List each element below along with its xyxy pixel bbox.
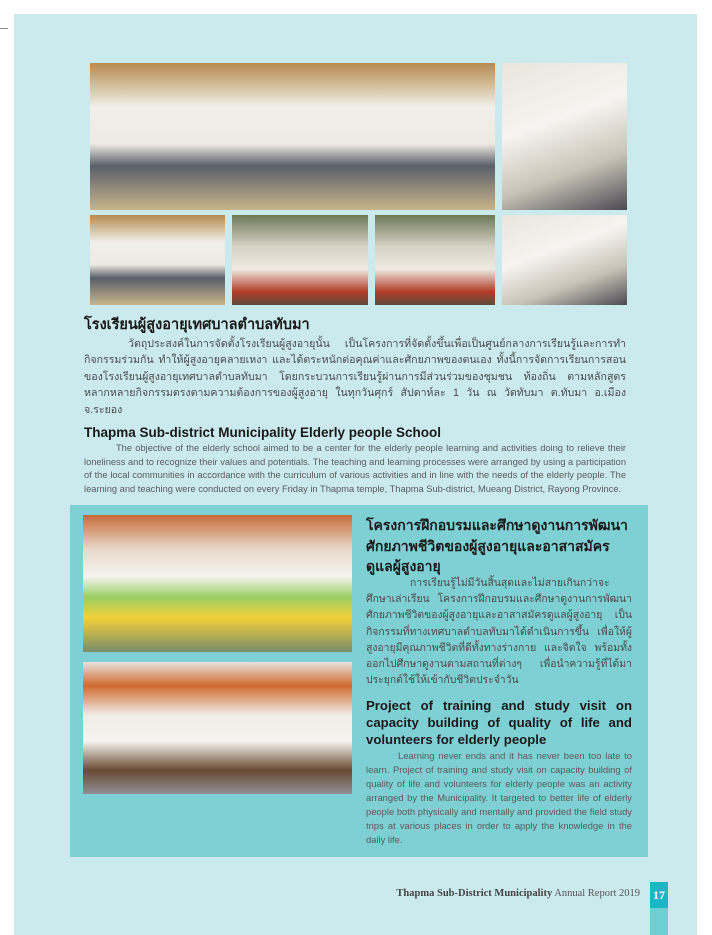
photo-craft-activity (502, 215, 627, 305)
training-project-box (70, 505, 648, 857)
section1-title-th: โรงเรียนผู้สูงอายุเทศบาลตำบลทับมา (84, 317, 310, 333)
page-number: 17 (650, 882, 668, 908)
photo-temple-activity (232, 215, 368, 305)
footer-org: Thapma Sub-District Municipality (396, 888, 553, 900)
section2-title-th: โครงการฝึกอบรมและศึกษาดูงานการพัฒนาศักยภาพชีวิตของผู้สูงอายุและอาสาสมัครดูแลผู้สูงอายุ (366, 517, 628, 574)
elderly-school-section (84, 315, 626, 497)
photo-group-elderly-school (90, 63, 495, 210)
photo-training-banner-group (83, 515, 352, 652)
section2-body-th: การเรียนรู้ไม่มีวันสิ้นสุดและไม่สายเกินกว่าจะศึกษาเล่าเรียน โครงการฝึกอบรมและศึกษาดูงานการพัฒนาศักยภาพชีวิตของผู้สูงอายุและอาสาสมัครดูแลผู้สูงอายุ เป็นกิจกรรมที่ทางเทศบาลตำบลทับมาได้ดำเนินการขึ้น เพื่อให้ผู้สูงอายุมีคุณภาพชีวิตที่ดีทั้งทางร่างกาย และจิตใจ พร้อมทั้งออกไปศึกษาดูงานตามสถานที่ต่างๆ เพื่อนำความรู้ที่ได้มาประยุกต์ใช้ให้เข้ากับชีวิตประจำวัน (366, 578, 632, 686)
photo-collage (90, 63, 627, 305)
section1-body-en: The objective of the elderly school aimed to be a center for the elderly people learning and activities doing to relieve their loneliness and to recognize their values and potentials. The teaching and learning processes were arranged by using a participation of the local communities in accordance with the curriculum of various activities and in line with the needs of the elderly people. The learning and teaching were conducted on every Friday in Thapma temple, Thapma Sub-district, Mueang District, Rayong Province. (84, 442, 626, 495)
photo-class-hall (90, 215, 225, 305)
training-photos (83, 515, 352, 847)
photo-elderly-writing (502, 63, 627, 210)
footer-report: Annual Report 2019 (554, 888, 640, 900)
training-text (366, 515, 632, 847)
photo-training-room (83, 662, 352, 794)
crop-mark (0, 28, 8, 29)
section2-body-en: Learning never ends and it has never been too late to learn. Project of training and study visit on capacity building of quality of life and volunteers for elderly people was an activity arranged by the Municipality. It targeted to better life of elderly people both physically and mentally and provided the field study trips at various places in order to apply the knowledge in the daily life. (366, 749, 632, 846)
footer-text (396, 882, 640, 899)
section2-title-en: Project of training and study visit on capacity building of quality of life and volunteers for elderly people (366, 698, 632, 748)
section1-title-en: Thapma Sub-district Municipality Elderly people School (84, 425, 442, 441)
page-tab (650, 882, 668, 935)
page-tab-decoration (650, 908, 668, 935)
footer (14, 882, 668, 935)
section1-body-th: วัตถุประสงค์ในการจัดตั้งโรงเรียนผู้สูงอายุนั้น เป็นโครงการที่จัดตั้งขึ้นเพื่อเป็นศูนย์กลางการเรียนรู้และการทำกิจกรรมร่วมกัน ทำให้ผู้สูงอายุคลายเหงา และได้ตระหนักต่อคุณค่าและศักยภาพของตนเอง ทั้งนี้การจัดการเรียนการสอนของโรงเรียนผู้สูงอายุเทศบาลตำบลทับมา โดยกระบวนการเรียนรู้ผ่านการมีส่วนร่วมของชุมชน ท้องถิ่น ตามหลักสูตรหลากหลายกิจกรรมตรงตามความต้องการของผู้สูงอายุ ในทุกวันศุกร์ สัปดาห์ละ 1 วัน ณ วัดทับมา ต.ทับมา อ.เมือง จ.ระยอง (84, 338, 626, 416)
page-panel (14, 14, 697, 935)
photo-outdoor-class (375, 215, 495, 305)
